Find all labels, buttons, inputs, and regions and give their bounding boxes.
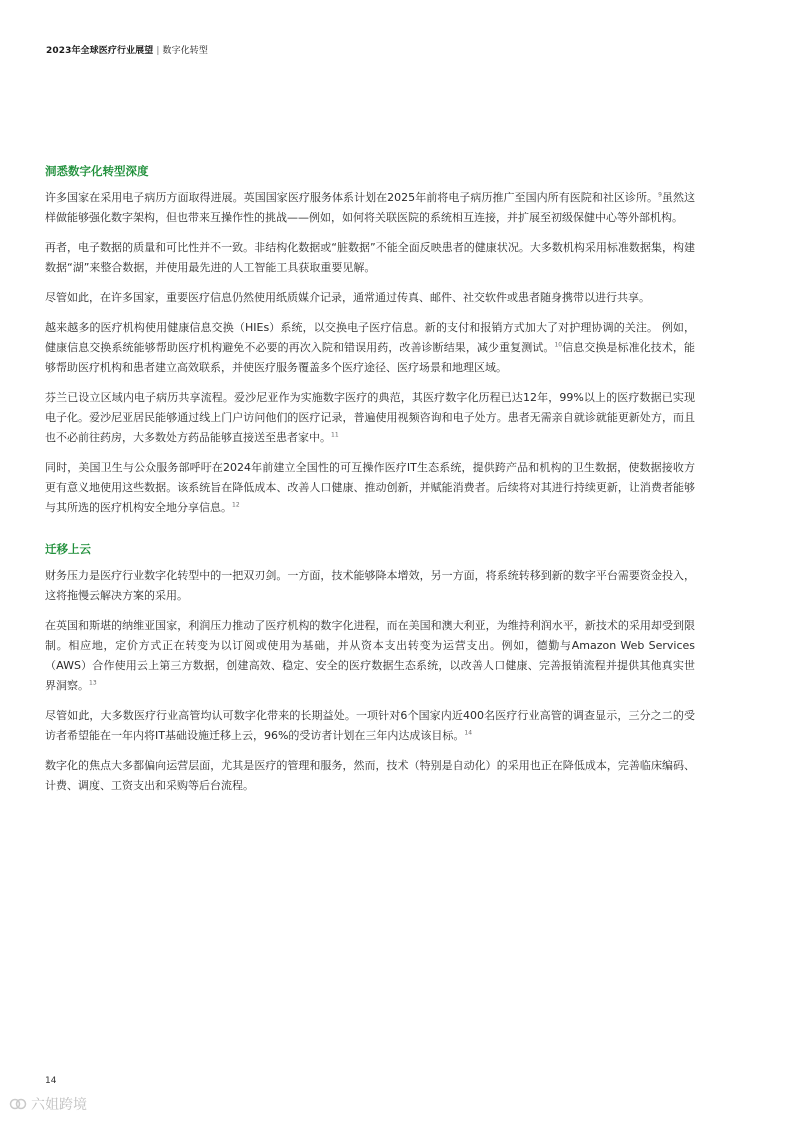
watermark	[9, 1094, 87, 1114]
paragraph: 在英国和斯堪的纳维亚国家，利润压力推动了医疗机构的数字化进程，而在美国和澳大利亚，为维持利润水平，新技术的采用却受到限制。相应地，定价方式正在转变为以订阅或使用为基础，并从资本支出转变为运营支出。例如，德勤与Amazon Web Services（AWS）合作使用云上第三方数据，创建高效、稳定、安全的医疗数据生态系统，以改善人口健康、完善报销流程并提供其他真实世界洞察。$^{13}$	[45, 619, 695, 692]
paragraph: 尽管如此，在许多国家，重要医疗信息仍然使用纸质媒介记录，通常通过传真、邮件、社交软件或患者随身携带以进行共享。	[45, 291, 650, 304]
footnote-ref: 13	[89, 679, 97, 687]
header-separator: |	[156, 46, 160, 56]
paragraph: 芬兰已设立区域内电子病历共享流程。爱沙尼亚作为实施数字医疗的典范，其医疗数字化历程已达12年，99%以上的医疗数据已实现电子化。爱沙尼亚居民能够通过线上门户访问他们的医疗记录，普遍使用视频咨询和电子处方。患者无需亲自就诊就能更新处方，而且也不必前往药房，大多数处方药品能够直接送至患者家中。$^{11}$	[45, 391, 695, 444]
page-number: 14	[45, 1076, 57, 1086]
chapter-title: 数字化转型	[162, 46, 209, 56]
running-header	[46, 43, 208, 56]
watermark-text: 六姐跨境	[31, 1097, 87, 1113]
paragraph: 同时，美国卫生与公众服务部呼吁在2024年前建立全国性的可互操作医疗IT生态系统，提供跨产品和机构的卫生数据，使数据接收方更有意义地使用这些数据。该系统旨在降低成本、改善人口健康、推动创新，并赋能消费者。后续将对其进行持续更新，让消费者能够与其所选的医疗机构安全地分享信息。$^{12}$	[45, 461, 695, 514]
footnote-ref: 11	[331, 431, 339, 439]
paragraph: 越来越多的医疗机构使用健康信息交换（HIEs）系统，以交换电子医疗信息。新的支付和报销方式加大了对护理协调的关注。 例如，健康信息交换系统能够帮助医疗机构避免不必要的再次入院和错误用药，改善诊断结果，减少重复测试。$^{10}$信息交换是标准化技术，能够帮助医疗机构和患者建立高效联系，并使医疗服务覆盖多个医疗途径、医疗场景和地理区域。	[45, 321, 696, 374]
publication-title: 2023年全球医疗行业展望	[46, 46, 154, 56]
paragraph: 许多国家在采用电子病历方面取得进展。英国国家医疗服务体系计划在2025年前将电子病历推广至国内所有医院和社区诊所。$^9$虽然这样做能够强化数字架构，但也带来互操作性的挑战——例如，如何将关联医院的系统相互连接，并扩展至初级保健中心等外部机构。	[45, 191, 696, 224]
paragraph: 数字化的焦点大多都偏向运营层面，尤其是医疗的管理和服务，然而，技术（特别是自动化）的采用也正在降低成本，完善临床编码、计费、调度、工资支出和采购等后台流程。	[45, 759, 695, 792]
paragraph: 再者，电子数据的质量和可比性并不一致。非结构化数据或“脏数据”不能全面反映患者的健康状况。大多数机构采用标准数据集，构建数据“湖”来整合数据，并使用最先进的人工智能工具获取重要见解。	[45, 241, 695, 274]
footnote-ref: 12	[232, 501, 240, 509]
paragraph: 尽管如此，大多数医疗行业高管均认可数字化带来的长期益处。一项针对6个国家内近400名医疗行业高管的调查显示，三分之二的受访者希望能在一年内将IT基础设施迁移上云，96%的受访者计划在三年内达成该目标。$^{14}$	[45, 709, 695, 742]
section-title-cloud-migration: 迁移上云	[45, 542, 91, 556]
section-title-digital-depth: 洞悉数字化转型深度	[45, 164, 149, 178]
footnote-ref: 14	[464, 729, 473, 737]
paragraph: 财务压力是医疗行业数字化转型中的一把双刃剑。一方面，技术能够降本增效，另一方面，将系统转移到新的数字平台需要资金投入，这将拖慢云解决方案的采用。	[45, 569, 695, 602]
footnote-ref: 9	[658, 191, 662, 199]
watermark-logo-icon	[9, 1095, 27, 1113]
footnote-ref: 10	[554, 341, 563, 349]
article-body	[45, 163, 695, 806]
